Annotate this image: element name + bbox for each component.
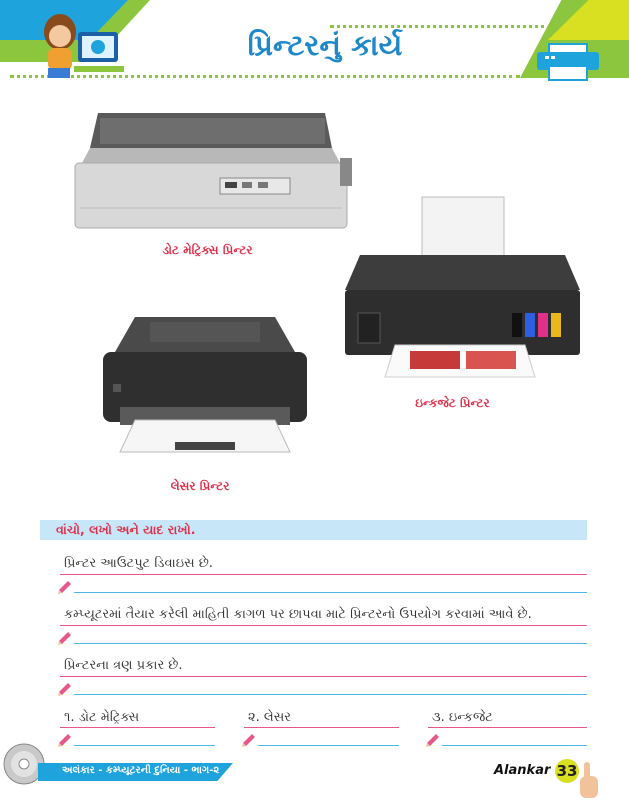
writing-line[interactable] [74, 745, 215, 746]
writing-line[interactable] [258, 745, 399, 746]
printer-icon [535, 42, 601, 82]
exercise-sentence: પ્રિન્ટરના ત્રણ પ્રકાર છે. [64, 658, 183, 673]
writing-line [60, 574, 587, 575]
kid-computer-illustration [30, 10, 130, 85]
page-title: પ્રિન્ટરનું કાર્ય [247, 28, 403, 62]
writing-line[interactable] [74, 694, 587, 695]
writing-line[interactable] [442, 745, 587, 746]
printer-caption-laser: લેસર પ્રિન્ટર [170, 479, 230, 493]
laser-printer-image [95, 312, 315, 462]
publisher-brand: Alankar [494, 763, 551, 778]
pencil-icon [57, 731, 73, 747]
writing-line [60, 625, 587, 626]
printer-caption-inkjet: ઇન્કજેટ પ્રિન્ટર [415, 396, 490, 410]
pencil-icon [57, 680, 73, 696]
page-number: 33 [555, 759, 579, 783]
dot-matrix-printer-image [70, 108, 355, 233]
exercise-sentence: કમ્પ્યૂટરમાં તૈયાર કરેલી માહિતી કાગળ પર છાપવા માટે પ્રિન્ટરનો ઉપયોગ કરવામાં આવે છે. [64, 607, 532, 622]
inkjet-printer-image [340, 195, 585, 385]
footer-book-title: અલંકાર - કમ્પ્યૂટરની દુનિયા - ભાગ-૨ [62, 765, 220, 776]
printer-type-option: ૩. ઇન્કજેટ [432, 710, 493, 725]
printer-caption-dot-matrix: ડોટ મેટ્રિક્સ પ્રિન્ટર [162, 243, 253, 257]
pencil-icon [241, 731, 257, 747]
printer-type-option: ૨. લેસર [248, 710, 291, 725]
writing-line [428, 727, 587, 728]
writing-line [60, 676, 587, 677]
exercise-sentence: પ્રિન્ટર આઉટપુટ ડિવાઇસ છે. [64, 556, 213, 571]
pointing-hand-icon [578, 760, 600, 804]
pencil-icon [57, 629, 73, 645]
writing-line [60, 727, 215, 728]
printer-type-option: ૧. ડોટ મેટ્રિક્સ [64, 710, 140, 725]
exercise-title: વાંચો, લખો અને યાદ રાખો. [56, 522, 196, 537]
writing-line [244, 727, 399, 728]
writing-line[interactable] [74, 643, 587, 644]
writing-line[interactable] [74, 592, 587, 593]
pencil-icon [425, 731, 441, 747]
pencil-icon [57, 578, 73, 594]
